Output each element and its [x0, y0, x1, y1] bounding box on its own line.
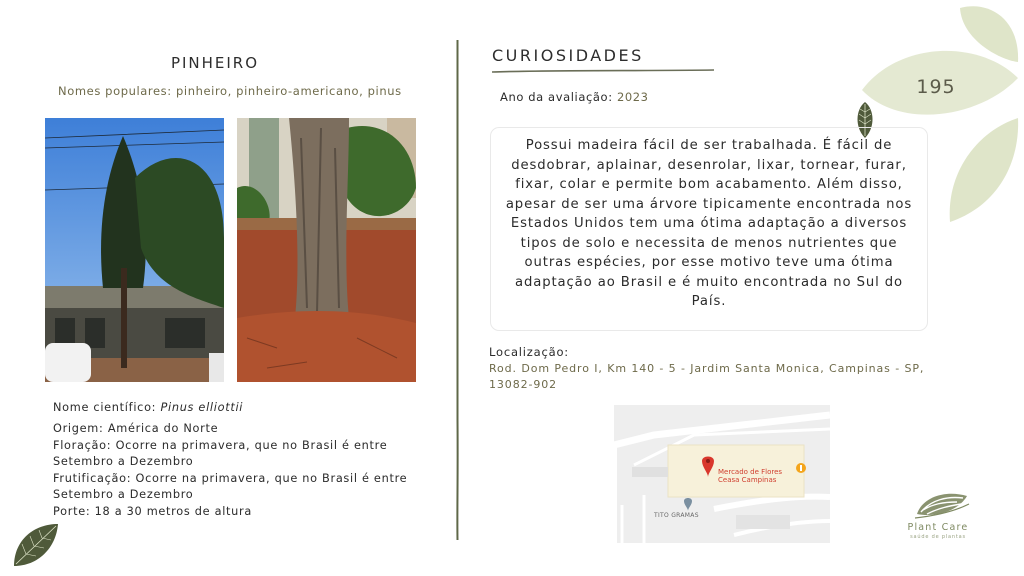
popular-names-value: pinheiro, pinheiro-americano, pinus	[176, 84, 402, 98]
location-map[interactable]	[614, 405, 830, 543]
plant-details	[53, 421, 433, 520]
location-label: Localização:	[489, 345, 569, 359]
flowering-value: Ocorre na primavera, que no Brasil é entre Setembro a Dezembro	[53, 438, 388, 468]
evaluation-year-label: Ano da avaliação:	[500, 90, 613, 104]
map-place-label	[718, 468, 782, 484]
flowering-label: Floração:	[53, 438, 112, 452]
origin-row	[53, 421, 433, 438]
fruiting-value: Ocorre na primavera, que no Brasil é entre Setembro a Dezembro	[53, 471, 408, 501]
scientific-name-label: Nome científico:	[53, 401, 157, 414]
page-number: 195	[916, 76, 956, 98]
origin-label: Origem:	[53, 422, 104, 435]
brand-tagline: saúde de plantas	[910, 534, 966, 540]
scientific-name-row	[53, 400, 433, 417]
column-divider	[456, 40, 459, 540]
size-label: Porte:	[53, 504, 91, 518]
title-underline	[492, 68, 714, 74]
size-row	[53, 504, 433, 521]
flowering-row	[53, 438, 403, 471]
location-value[interactable]: Rod. Dom Pedro I, Km 140 - 5 - Jardim Santa Monica, Campinas - SP, 13082-902	[489, 362, 925, 391]
evaluation-year	[500, 90, 649, 104]
map-place-name-line2: Ceasa Campinas	[718, 476, 777, 484]
tree-photo-street	[45, 118, 224, 382]
origin-value: América do Norte	[107, 422, 219, 435]
plant-photo-1	[45, 118, 224, 382]
map-place-name-line1: Mercado de Flores	[718, 468, 783, 476]
fruiting-row	[53, 471, 413, 504]
size-value: 18 a 30 metros de altura	[94, 504, 252, 518]
description-text: Possui madeira fácil de ser trabalhada. É fácil de desdobrar, aplainar, desenrolar, lixar, tornear, furar, fixar, colar e permite bom acabamento. Além disso, apesar de ser uma árvore tipicamente encontrada nos Estados Unidos tem uma ótima adaptação a diversos tipos de solo e necessita de menos nutrientes que outras espécies, por esse motivo teve uma ótima adaptação ao Brasil e é muito encontrada no Sul do País.	[505, 138, 913, 309]
plant-photo-2	[237, 118, 416, 382]
popular-names	[58, 84, 402, 98]
popular-names-label: Nomes populares:	[58, 84, 172, 98]
description-box	[490, 127, 928, 331]
curiosities-title: CURIOSIDADES	[492, 46, 644, 65]
fruiting-label: Frutificação:	[53, 471, 132, 485]
plant-care-logo-icon	[913, 488, 971, 520]
evaluation-year-value: 2023	[616, 90, 649, 104]
map-secondary-label: TITO GRAMAS	[654, 512, 699, 519]
scientific-name-value: Pinus elliottii	[160, 401, 244, 414]
leaf-decoration-bottom-left	[10, 520, 62, 570]
tree-trunk-photo	[237, 118, 416, 382]
brand-name: Plant Care	[907, 522, 969, 533]
plant-title: PINHEIRO	[170, 54, 260, 72]
